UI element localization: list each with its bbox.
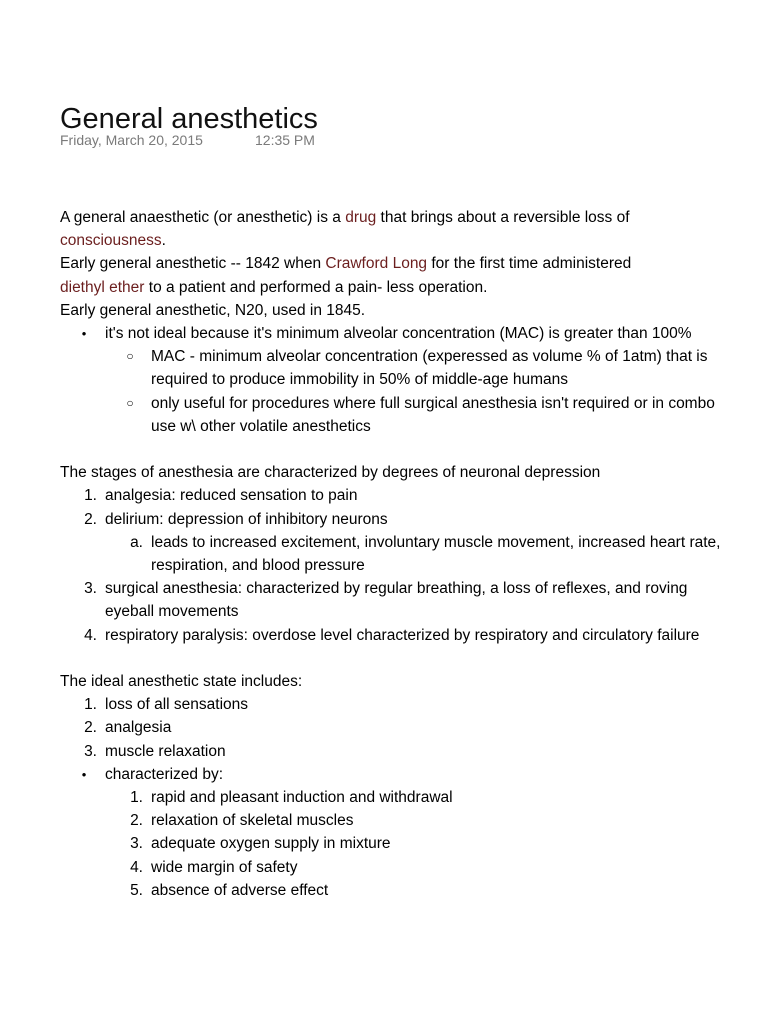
list-item-text: muscle relaxation — [105, 742, 226, 760]
list-item — [60, 832, 730, 855]
number-marker: 5. — [130, 881, 143, 899]
list-item-text: MAC - minimum alveolar concentration (experessed as volume % of 1atm) that is required to produce immobility in 50% of middle-age humans — [151, 348, 708, 389]
n2o-bullet-list — [60, 322, 730, 438]
list-item-text: surgical anesthesia: characterized by regular breathing, a loss of reflexes, and roving eyeball movements — [105, 580, 688, 621]
stages-list — [60, 484, 730, 646]
list-item-text: analgesia: reduced sensation to pain — [105, 487, 358, 505]
list-item-text: characterized by: — [105, 765, 224, 783]
bullet-marker: • — [81, 766, 87, 782]
list-item-text: it's not ideal because it's minimum alveolar concentration (MAC) is greater than 100% — [105, 325, 692, 343]
crawford-long-link[interactable]: Crawford Long — [325, 255, 428, 273]
page-date: Friday, March 20, 2015 — [60, 132, 203, 148]
letter-marker: a. — [130, 533, 143, 551]
stages-heading: The stages of anesthesia are characterized by degrees of neuronal depression — [60, 464, 601, 482]
ideal-heading: The ideal anesthetic state includes: — [60, 673, 303, 691]
text-run: A general anaesthetic (or anesthetic) is a — [60, 209, 346, 226]
number-marker: 1. — [84, 696, 97, 714]
list-item-text: delirium: depression of inhibitory neurons — [105, 510, 388, 528]
list-item — [60, 763, 730, 786]
list-item — [60, 624, 730, 647]
number-marker: 3. — [130, 835, 143, 853]
spacer — [60, 647, 730, 670]
circle-marker: ○ — [126, 395, 134, 410]
list-item — [60, 508, 730, 531]
number-marker: 1. — [84, 487, 97, 505]
page-title: General anesthetics — [60, 103, 318, 136]
note-body — [60, 206, 730, 902]
number-marker: 2. — [84, 510, 97, 528]
drug-link[interactable]: drug — [345, 209, 377, 226]
intro-paragraph-1 — [60, 206, 730, 252]
list-item — [60, 392, 730, 438]
number-marker: 3. — [84, 742, 97, 760]
number-marker: 3. — [84, 580, 97, 598]
text-run: for the first time administered — [427, 255, 632, 273]
text-run: . — [161, 232, 166, 250]
text-run: to a patient and performed a pain- less operation. — [144, 278, 488, 296]
consciousness-link[interactable]: consciousness — [60, 232, 162, 250]
intro-paragraph-2 — [60, 252, 730, 298]
list-item-text: leads to increased excitement, involuntary muscle movement, increased heart rate, respiration, and blood pressure — [151, 533, 721, 575]
text-run: that brings about a reversible loss of — [376, 209, 630, 226]
list-item — [60, 322, 730, 345]
number-marker: 2. — [130, 812, 143, 830]
list-item — [60, 786, 730, 809]
number-marker: 1. — [130, 789, 143, 807]
text-run: Early general anesthetic -- 1842 when — [60, 255, 326, 273]
list-item — [60, 531, 730, 577]
list-item — [60, 879, 730, 902]
list-item — [60, 809, 730, 832]
list-item-text: respiratory paralysis: overdose level characterized by respiratory and circulatory failure — [105, 626, 700, 644]
list-item-text: rapid and pleasant induction and withdrawal — [151, 789, 453, 807]
list-item — [60, 484, 730, 507]
list-item — [60, 577, 730, 623]
list-item-text: adequate oxygen supply in mixture — [151, 835, 391, 853]
intro-paragraph-3: Early general anesthetic, N20, used in 1845. — [60, 301, 366, 319]
number-marker: 4. — [130, 858, 143, 876]
page-timestamp — [60, 132, 315, 148]
diethyl-ether-link[interactable]: diethyl ether — [60, 278, 145, 296]
list-item — [60, 856, 730, 879]
page-time: 12:35 PM — [255, 132, 315, 148]
ideal-list — [60, 693, 730, 902]
list-item-text: analgesia — [105, 719, 172, 737]
list-item-text: absence of adverse effect — [151, 881, 329, 899]
spacer — [60, 438, 730, 461]
list-item-text: loss of all sensations — [105, 696, 249, 714]
number-marker: 2. — [84, 719, 97, 737]
list-item — [60, 716, 730, 739]
list-item-text: only useful for procedures where full surgical anesthesia isn't required or in combo use w\ other volatile anesthetics — [151, 394, 715, 435]
bullet-marker: • — [81, 326, 87, 342]
list-item-text: relaxation of skeletal muscles — [151, 812, 354, 830]
list-item-text: wide margin of safety — [151, 858, 298, 876]
list-item — [60, 345, 730, 391]
circle-marker: ○ — [126, 349, 134, 364]
list-item — [60, 740, 730, 763]
number-marker: 4. — [84, 626, 97, 644]
list-item — [60, 693, 730, 716]
